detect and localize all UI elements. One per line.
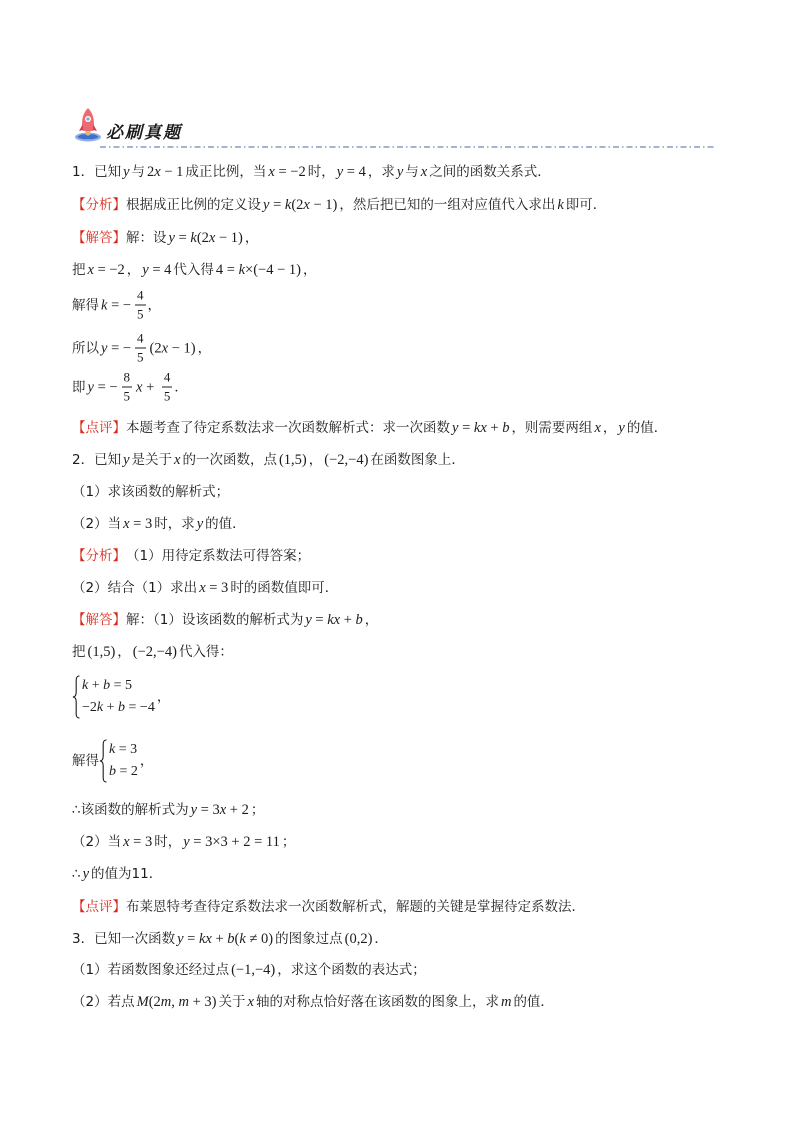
text-run: ． (174, 379, 188, 395)
math-expression: x = 3 (199, 580, 229, 596)
text-line (72, 288, 161, 323)
text-run: ， (139, 753, 154, 769)
text-run: （2）当 (72, 516, 122, 532)
text-run: （2）若点 (72, 994, 135, 1010)
equation-system (99, 739, 138, 783)
text-run: ， (126, 262, 141, 278)
text-run: （1）若函数图象还经过点 (72, 962, 230, 978)
text-line (72, 546, 310, 566)
math-expression: y (618, 420, 625, 436)
fraction-denominator: 5 (163, 388, 171, 404)
text-run: 所以 (72, 340, 99, 356)
text-run: ， (117, 644, 131, 660)
text-run: ， (244, 230, 259, 246)
math-expression: y = 3×3 + 2 = 11 (183, 834, 280, 850)
math-expression: y (82, 866, 90, 882)
math-expression: (1,5) (87, 644, 116, 660)
text-run: 解：（1）设该函数的解析式为 (126, 612, 304, 628)
text-line (72, 578, 338, 598)
text-run: 把 (72, 262, 86, 278)
text-run: ， (147, 297, 162, 313)
fraction-numerator: 8 (122, 370, 133, 388)
text-run: 3．已知一次函数 (72, 931, 176, 947)
equation-row: b = 2 (109, 764, 138, 779)
equation-row: k + b = 5 (82, 678, 133, 693)
math-expression: y = kx + b (305, 612, 363, 628)
math-expression: x = −2 (268, 164, 306, 180)
text-line (72, 370, 188, 405)
math-expression: x (174, 452, 181, 468)
text-line (72, 992, 554, 1012)
text-line (72, 960, 426, 980)
text-line (72, 739, 153, 783)
text-run: ∴ (72, 866, 81, 882)
math-expression: y = k(2x − 1) (168, 230, 243, 246)
text-run: 代入得： (178, 644, 233, 660)
text-line (72, 800, 264, 820)
text-line (72, 260, 317, 280)
math-expression: (−1,−4) (231, 962, 276, 978)
text-line (72, 832, 295, 852)
math-expression: (1,5) (278, 452, 307, 468)
text-run: 是关于 (131, 452, 173, 468)
math-expression: y = kx + b (452, 420, 510, 436)
text-run: 的图象过点 (275, 931, 343, 947)
equation-row: k = 3 (109, 742, 138, 757)
math-expression: 4 = k×(−4 − 1) (215, 262, 301, 278)
section-label: 【分析】 (72, 548, 126, 564)
text-run: 解得 (72, 297, 99, 313)
math-expression: M(2m, m + 3) (136, 994, 217, 1010)
text-run: ，求这个函数的表达式； (277, 962, 426, 978)
math-expression: y (396, 164, 404, 180)
math-expression: k = − (101, 297, 132, 313)
text-run: 布莱恩特考查待定系数法求一次函数解析式，解题的关键是掌握待定系数法． (126, 899, 585, 915)
fraction-denominator: 5 (123, 388, 131, 404)
text-run: 1．已知 (72, 164, 122, 180)
text-line (72, 162, 551, 182)
fraction-denominator: 5 (137, 306, 144, 322)
text-run: ， (197, 340, 212, 356)
fraction-numerator: 4 (162, 370, 173, 388)
math-expression: y (123, 452, 130, 468)
left-brace (72, 675, 80, 719)
section-label: 【解答】 (72, 230, 126, 246)
math-expression: y (123, 164, 130, 180)
text-run: ， (364, 612, 379, 628)
text-run: 根据成正比例的定义设 (126, 197, 261, 213)
text-run: ； (250, 802, 265, 818)
text-run: 在函数图象上． (370, 452, 465, 468)
fraction-numerator: 4 (135, 288, 146, 306)
text-line (72, 514, 246, 534)
text-run: 时的函数值即可． (230, 580, 339, 596)
text-run: 的值． (205, 516, 246, 532)
fraction (122, 370, 133, 405)
text-run: ； (281, 834, 296, 850)
text-run: 解得 (72, 753, 99, 769)
fraction-denominator: 5 (137, 349, 144, 365)
section-label: 【点评】 (72, 420, 126, 436)
text-run: 成正比例，当 (185, 164, 267, 180)
text-run: 即可． (565, 197, 607, 213)
text-run: ， (602, 420, 617, 436)
text-line (72, 482, 229, 502)
math-expression: y (196, 516, 204, 532)
left-brace (99, 739, 107, 783)
math-expression: y = − (101, 340, 132, 356)
equation-row: −2k + b = −4 (82, 700, 155, 715)
math-expression: (−2,−4) (324, 452, 369, 468)
text-line (72, 228, 258, 248)
equation-system (72, 675, 155, 719)
text-run: ， (303, 262, 317, 278)
math-expression: (2x − 1) (149, 340, 196, 356)
text-run: 解：设 (126, 230, 167, 246)
fraction-numerator: 4 (135, 331, 146, 349)
text-line (72, 675, 170, 719)
text-line (72, 929, 388, 949)
math-expression: m (500, 994, 512, 1010)
math-expression: 2x − 1 (147, 164, 184, 180)
text-run: 时，求 (154, 516, 195, 532)
section-label: 【点评】 (72, 899, 126, 915)
math-expression: y = 4 (142, 262, 172, 278)
text-run: ，然后把已知的一组对应值代入求出 (339, 197, 556, 213)
text-run: 代入得 (173, 262, 214, 278)
equation-rows (109, 739, 138, 783)
text-run: （1）求该函数的解析式； (72, 484, 230, 500)
text-run: （2）结合（1）求出 (72, 580, 198, 596)
text-run: 时， (307, 164, 335, 180)
math-expression: x (420, 164, 428, 180)
text-run: 与 (131, 164, 146, 180)
text-run: 2．已知 (72, 452, 122, 468)
math-expression: y = − (87, 379, 118, 395)
math-expression: x (247, 994, 254, 1010)
text-run: 与 (405, 164, 419, 180)
text-line (72, 642, 233, 662)
text-run: ，则需要两组 (511, 420, 593, 436)
math-expression: (0,2) (344, 931, 373, 947)
math-expression: y = 4 (336, 164, 366, 180)
text-line (72, 331, 211, 366)
section-label: 【解答】 (72, 612, 126, 628)
equation-rows (82, 675, 155, 719)
section-title: 必刷真题 (106, 123, 182, 143)
text-line (72, 610, 378, 630)
text-line (72, 195, 606, 215)
text-line (72, 418, 667, 438)
text-run: 轴的对称点恰好落在该函数的图象上，求 (255, 994, 499, 1010)
math-expression: x = −2 (87, 262, 125, 278)
text-run: 之间的函数关系式． (429, 164, 551, 180)
fraction (135, 331, 146, 366)
text-line (72, 450, 465, 470)
text-line (72, 864, 162, 884)
text-run: 的一次函数，点 (182, 452, 277, 468)
text-run: ， (308, 452, 323, 468)
text-line (72, 897, 585, 917)
math-expression: y = k(2x − 1) (263, 197, 338, 213)
text-run: ， (156, 689, 171, 705)
fraction (162, 370, 173, 405)
text-run: 关于 (218, 994, 246, 1010)
section-label: 【分析】 (72, 197, 126, 213)
math-expression: x = 3 (123, 834, 153, 850)
text-run: ． (374, 931, 388, 947)
math-expression: (−2,−4) (132, 644, 177, 660)
text-run: （1）用待定系数法可得答案； (126, 548, 311, 564)
text-run: ，求 (367, 164, 395, 180)
text-run: ∴该函数的解析式为 (72, 802, 189, 818)
text-run: 把 (72, 644, 86, 660)
text-run: 即 (72, 379, 86, 395)
text-run: 的值． (513, 994, 554, 1010)
text-run: 时， (154, 834, 182, 850)
math-expression: x = 3 (123, 516, 153, 532)
text-run: （2）当 (72, 834, 122, 850)
text-run: 的值． (626, 420, 668, 436)
math-expression: x (594, 420, 601, 436)
fraction (135, 288, 146, 323)
math-expression: k (557, 197, 564, 213)
text-run: 本题考查了待定系数法求一次函数解析式：求一次函数 (126, 420, 450, 436)
math-expression: y = 3x + 2 (190, 802, 249, 818)
math-expression: y = kx + b(k ≠ 0) (177, 931, 274, 947)
math-expression: x + (136, 379, 158, 395)
text-run: 的值为11． (91, 866, 163, 882)
